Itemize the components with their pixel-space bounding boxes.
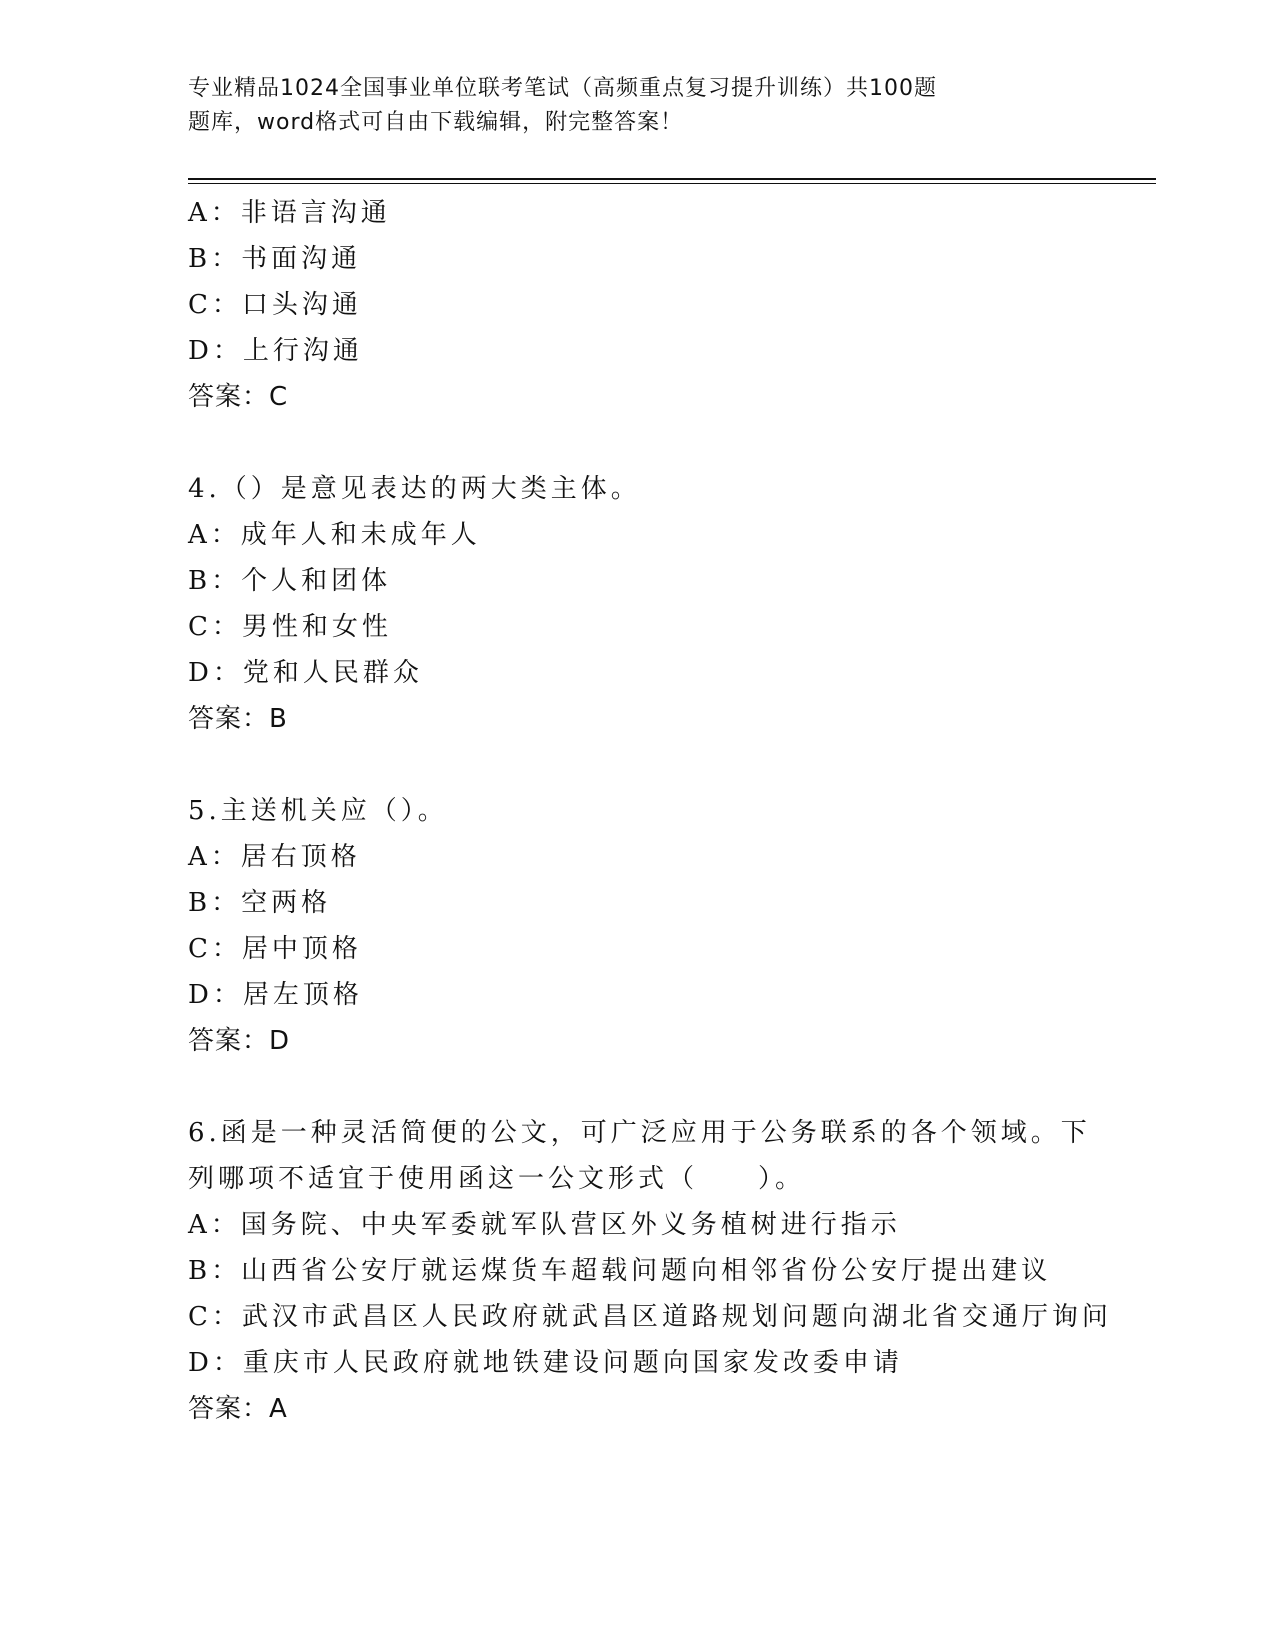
option-b: B：山西省公安厅就运煤货车超载问题向相邻省份公安厅提出建议 — [188, 1256, 1052, 1286]
answer-line: 答案：A — [188, 1394, 288, 1424]
option-d: D：居左顶格 — [188, 980, 363, 1010]
header-divider-thick — [188, 178, 1156, 180]
question-block-6 — [188, 1110, 1112, 1432]
option-c: C：男性和女性 — [188, 612, 392, 642]
option-b: B：空两格 — [188, 888, 332, 918]
spacer — [188, 420, 1088, 466]
header-divider-thin — [188, 183, 1156, 184]
answer-line: 答案：D — [188, 1026, 291, 1056]
spacer — [188, 1064, 1088, 1110]
question-block-3 — [188, 190, 1088, 420]
option-b: B：个人和团体 — [188, 566, 392, 596]
option-a: A：居右顶格 — [188, 842, 361, 872]
option-d: D：重庆市人民政府就地铁建设问题向国家发改委申请 — [188, 1348, 903, 1378]
question-text: 4.（）是意见表达的两大类主体。 — [188, 474, 641, 504]
question-block-5 — [188, 788, 1088, 1064]
option-c: C：居中顶格 — [188, 934, 362, 964]
option-c: C：武汉市武昌区人民政府就武昌区道路规划问题向湖北省交通厅询问 — [188, 1302, 1112, 1332]
question-block-4 — [188, 466, 1088, 742]
question-text: 5.主送机关应（）。 — [188, 796, 448, 826]
answer-line: 答案：C — [188, 382, 289, 412]
option-a: A：国务院、中央军委就军队营区外义务植树进行指示 — [188, 1210, 901, 1240]
option-b: B：书面沟通 — [188, 244, 362, 274]
header-line-2: 题库，word格式可自由下载编辑，附完整答案！ — [188, 110, 684, 135]
spacer — [188, 742, 1088, 788]
answer-line: 答案：B — [188, 704, 288, 734]
header-line-1: 专业精品1024全国事业单位联考笔试（高频重点复习提升训练）共100题 — [188, 76, 937, 101]
option-d: D：党和人民群众 — [188, 658, 423, 688]
question-list — [188, 190, 1112, 1432]
document-header — [188, 72, 988, 140]
question-text-line-1: 6.函是一种灵活简便的公文，可广泛应用于公务联系的各个领域。下 — [188, 1118, 1091, 1148]
option-c: C：口头沟通 — [188, 290, 362, 320]
question-text-line-2: 列哪项不适宜于使用函这一公文形式（ ）。 — [188, 1164, 806, 1194]
option-a: A：成年人和未成年人 — [188, 520, 481, 550]
option-a: A：非语言沟通 — [188, 198, 391, 228]
option-d: D：上行沟通 — [188, 336, 363, 366]
